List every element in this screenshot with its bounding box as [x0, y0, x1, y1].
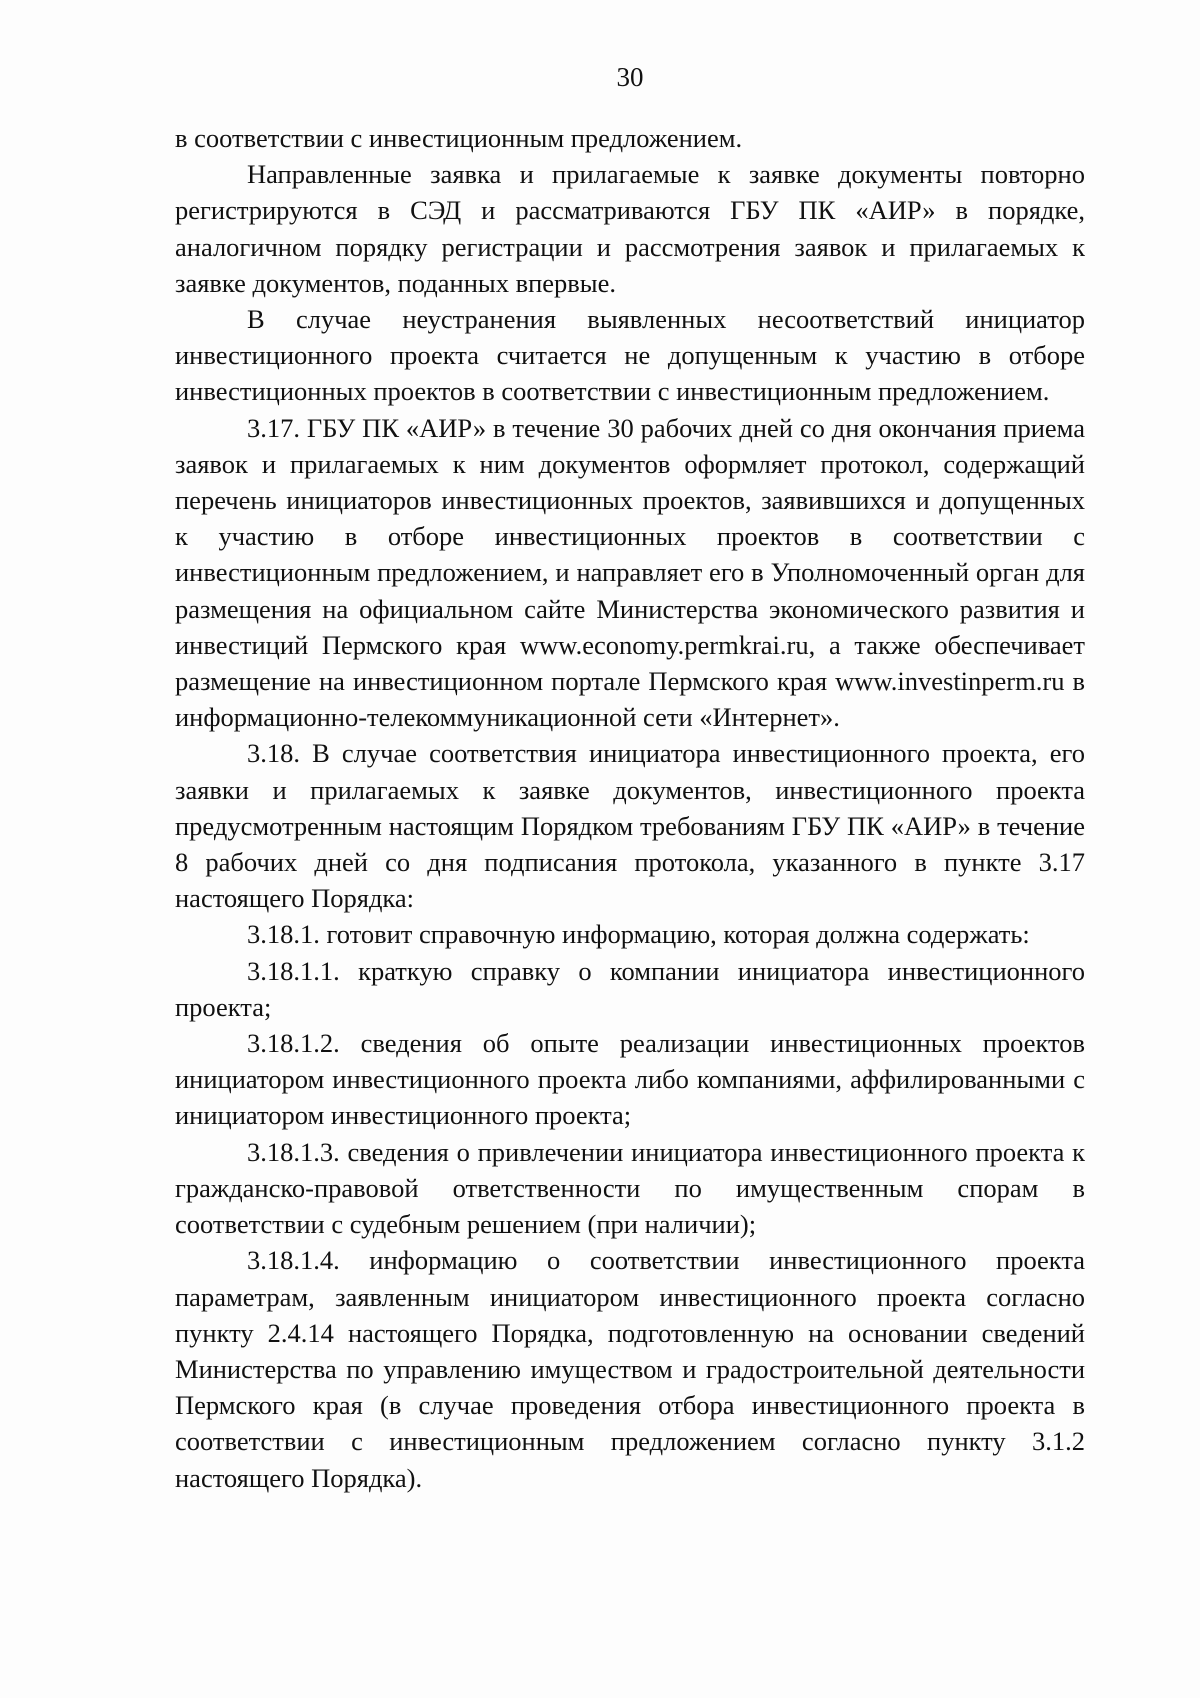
paragraph-continuation: в соответствии с инвестиционным предложением. — [175, 123, 743, 153]
paragraph-3-18-1-3: 3.18.1.3. сведения о привлечении инициатора инвестиционного проекта к гражданско-правовой ответственности по имущественным спорам в соответствии с судебным решением (при наличии); — [175, 1136, 1085, 1240]
paragraph-non-admission: В случае неустранения выявленных несоответствий инициатор инвестиционного проекта считается не допущенным к участию в отборе инвестиционных проектов в соответствии с инвестиционным предложением. — [175, 304, 1085, 407]
paragraph-3-18-1-2: 3.18.1.2. сведения об опыте реализации инвестиционных проектов инициатором инвестиционного проекта либо компаниями, аффилированными с инициатором инвестиционного проекта; — [175, 1028, 1085, 1131]
page-number: 30 — [616, 62, 644, 92]
document-body — [175, 120, 1085, 1496]
paragraph-3-18-1-1: 3.18.1.1. краткую справку о компании инициатора инвестиционного проекта; — [175, 955, 1085, 1022]
paragraph-3-18-1: 3.18.1. готовит справочную информацию, которая должна содержать: — [247, 919, 1030, 950]
paragraph-3-17: 3.17. ГБУ ПК «АИР» в течение 30 рабочих дней со дня окончания приема заявок и прилагаемых к ним документов оформляет протокол, содержащий перечень инициаторов инвестиционных проектов, заявившихся и допущенных к участию в отборе инвестиционных проектов в соответствии с инвестиционным предложением, и направляет его в Уполномоченный орган для размещения на официальном сайте Министерства экономического развития и инвестиций Пермского края www.economy.permkrai.ru, а также обеспечивает размещение на инвестиционном портале Пермского края www.investinperm.ru в информационно-телекоммуникационной сети «Интернет». — [175, 412, 1085, 733]
paragraph-3-18-1-4: 3.18.1.4. информацию о соответствии инвестиционного проекта параметрам, заявленным инициатором инвестиционного проекта согласно пункту 2.4.14 настоящего Порядка, подготовленную на основании сведений Министерства по управлению имуществом и градостроительной деятельности Пермского края (в случае проведения отбора инвестиционного проекта в соответствии с инвестиционным предложением согласно пункту 3.1.2 настоящего Порядка). — [175, 1245, 1085, 1493]
paragraph-resubmission: Направленные заявка и прилагаемые к заявке документы повторно регистрируются в СЭД и рассматриваются ГБУ ПК «АИР» в порядке, аналогичном порядку регистрации и рассмотрения заявок и прилагаемых к заявке документов, поданных впервые. — [175, 159, 1085, 298]
paragraph-3-18: 3.18. В случае соответствия инициатора инвестиционного проекта, его заявки и прилагаемых к заявке документов, инвестиционного проекта предусмотренным настоящим Порядком требованиям ГБУ ПК «АИР» в течение 8 рабочих дней со дня подписания протокола, указанного в пункте 3.17 настоящего Порядка: — [175, 738, 1085, 914]
